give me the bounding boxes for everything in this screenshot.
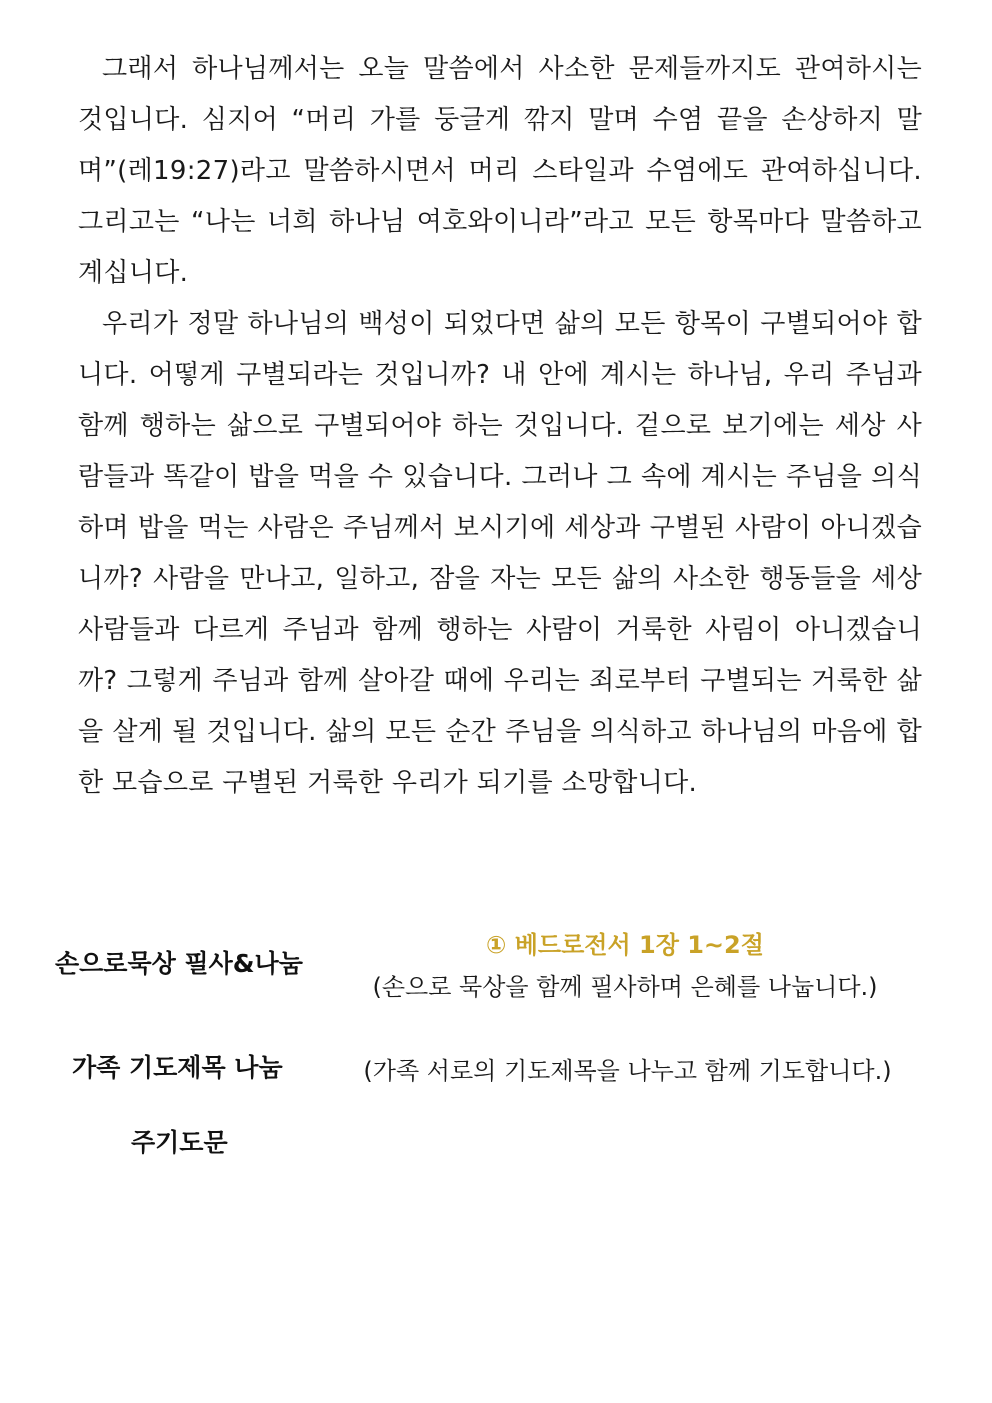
lords-prayer-label: 주기도문: [131, 1128, 228, 1157]
passage-reference: ① 베드로전서 1장 1~2절: [486, 931, 764, 959]
paragraph-1: 그래서 하나님께서는 오늘 말씀에서 사소한 문제들까지도 관여하시는 것입니다. 심지어 “머리 가를 둥글게 깎지 말며 수염 끝을 손상하지 말며”(레19:27)라고 말씀하시면서 머리 스타일과 수염에도 관여하십니다. 그리고는 “나는 너희 하나님 여호와이니라”라고 모든 항목마다 말씀하고 계십니다.: [78, 54, 922, 288]
devotional-body: [78, 44, 922, 809]
handwriting-section-label: 손으로묵상 필사&나눔: [55, 949, 303, 978]
handwriting-note: (손으로 묵상을 함께 필사하며 은혜를 나눕니다.): [372, 973, 878, 1001]
family-prayer-label: 가족 기도제목 나눔: [72, 1053, 283, 1082]
paragraph-2: 우리가 정말 하나님의 백성이 되었다면 삶의 모든 항목이 구별되어야 합니다. 어떻게 구별되라는 것입니까? 내 안에 계시는 하나님, 우리 주님과 함께 행하는 삶으로 구별되어야 하는 것입니다. 겉으로 보기에는 세상 사람들과 똑같이 밥을 먹을 수 있습니다. 그러나 그 속에 계시는 주님을 의식하며 밥을 먹는 사람은 주님께서 보시기에 세상과 구별된 사람이 아니겠습니까? 사람을 만나고, 일하고, 잠을 자는 모든 삶의 사소한 행동들을 세상 사람들과 다르게 주님과 함께 행하는 사람이 거룩한 사림이 아니겠습니까? 그렇게 주님과 함께 살아갈 때에 우리는 죄로부터 구별되는 거룩한 삶을 살게 될 것입니다. 삶의 모든 순간 주님을 의식하고 하나님의 마음에 합한 모습으로 구별된 거룩한 우리가 되기를 소망합니다.: [78, 309, 922, 798]
family-prayer-note: (가족 서로의 기도제목을 나누고 함께 기도합니다.): [363, 1057, 892, 1085]
